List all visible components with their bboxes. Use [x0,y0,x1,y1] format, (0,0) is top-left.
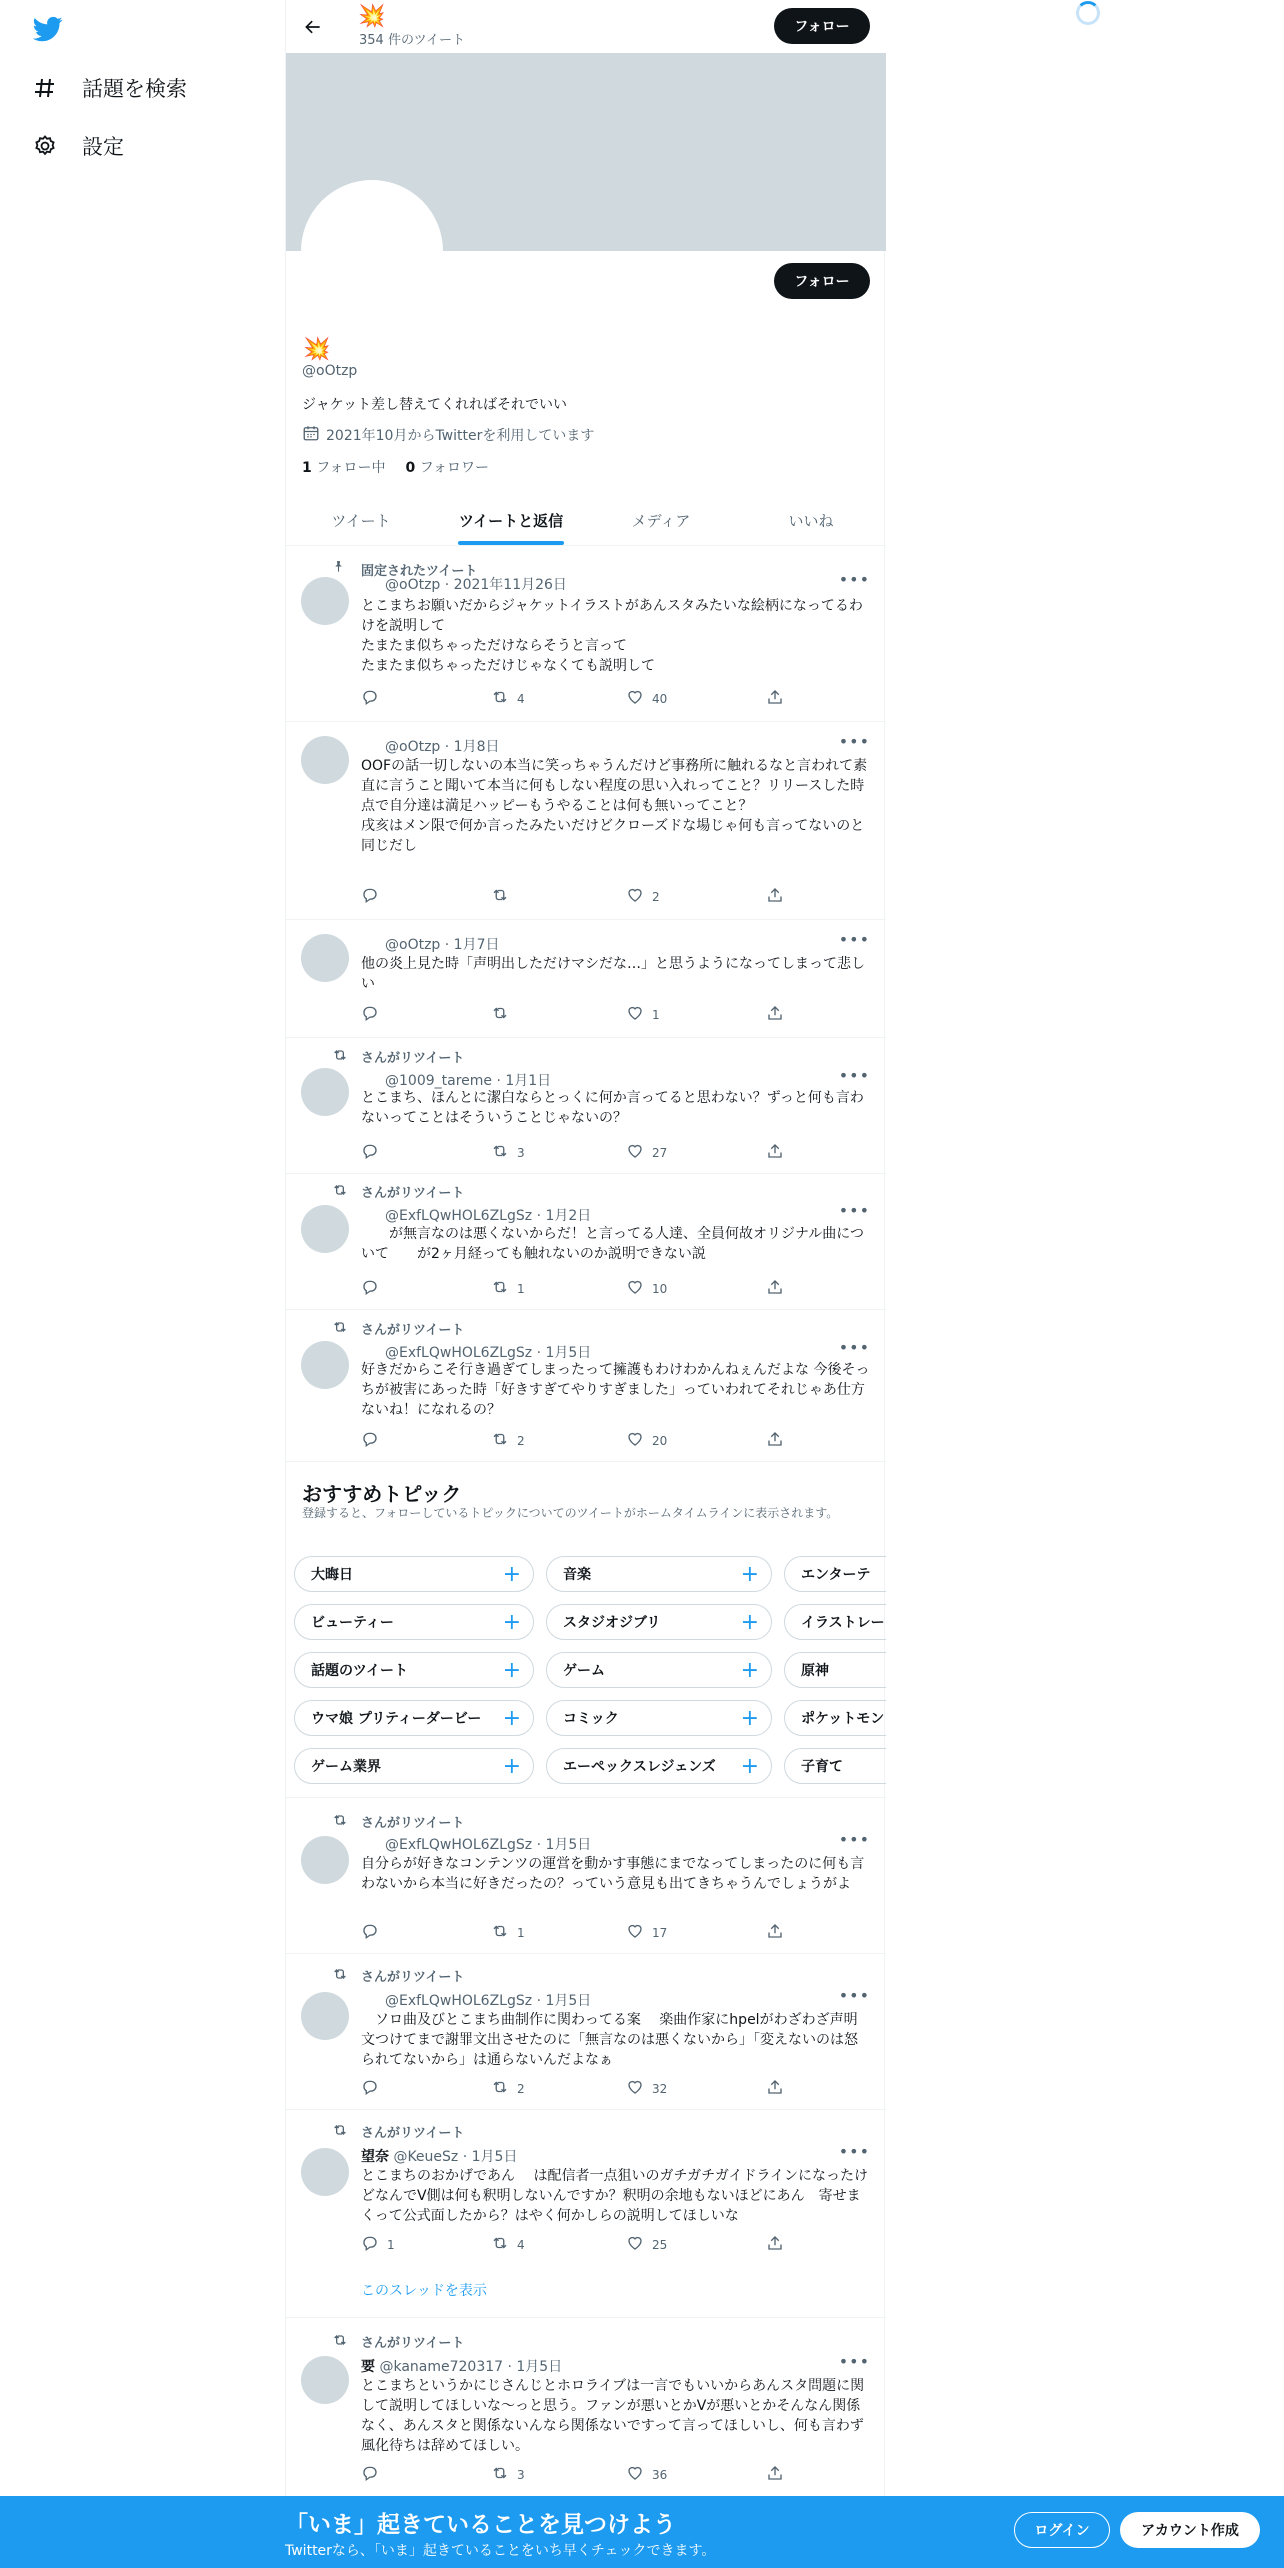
topics-title: おすすめトピック [302,1482,462,1506]
retweet-icon [332,1812,348,1832]
topic-label: 音楽 [563,1567,591,1583]
like-button[interactable]: 25 [626,2234,667,2255]
tab-likes[interactable]: いいね [788,512,834,530]
twitter-logo-icon[interactable] [32,14,64,44]
share-icon [766,2234,784,2255]
heart-icon [626,1922,644,1943]
heart-icon [626,1142,644,1163]
tab-tweets[interactable]: ツイート [331,512,391,530]
tweet-context: さんがリツイート [361,1816,465,1831]
avatar[interactable] [301,934,349,982]
topic-label: エーペックスレジェンズ [563,1759,716,1775]
share-icon [766,886,784,907]
plus-icon[interactable]: + [502,1609,521,1635]
topic-label: スタジオジブリ [563,1615,661,1631]
like-button[interactable]: 40 [626,688,667,709]
follow-stats [302,457,489,477]
tweet-date[interactable]: · 1月5日 [536,1345,592,1361]
topic-chip[interactable] [784,1652,886,1688]
profile-joined [302,424,594,446]
tweet-header [361,1070,551,1090]
tweet[interactable] [286,1954,886,2110]
retweet-button[interactable]: 1 [491,1922,525,1943]
more-icon[interactable]: ••• [838,1201,870,1220]
reply-button[interactable] [361,2464,387,2485]
author-handle[interactable]: @oOtzp [385,739,441,755]
share-button[interactable] [766,2464,784,2485]
share-button[interactable] [766,1922,784,1943]
topics-subtitle: 登録すると、フォローしているトピックについてのツイートがホームタイムラインに表示されます。 [302,1506,839,1520]
tweet-date[interactable]: · 1月5日 [507,2359,563,2375]
tweet-actions [361,2234,801,2254]
plus-icon[interactable]: + [502,1561,521,1587]
reply-icon [361,1922,379,1943]
retweet-icon [491,2464,509,2485]
retweet-button[interactable]: 4 [491,688,525,709]
heart-icon [626,2464,644,2485]
share-button[interactable] [766,1142,784,1163]
reply-button[interactable] [361,1142,387,1163]
tweet[interactable] [286,722,886,920]
tweet-header [361,1834,591,1854]
heart-icon [626,1430,644,1451]
more-icon[interactable]: ••• [838,2142,870,2161]
reply-icon [361,1004,379,1025]
followers-link[interactable]: 0 フォロワー [405,460,490,476]
topic-label: 原神 [801,1663,829,1679]
nav-settings-label: 設定 [82,135,124,159]
topic-chip[interactable] [784,1748,886,1784]
login-button[interactable]: ログイン [1014,2512,1110,2548]
retweet-icon [491,1278,509,1299]
tweet-header [361,574,567,594]
retweet-icon [332,2332,348,2352]
profile-bio: ジャケット差し替えてくれればそれでいい [302,397,568,413]
reply-button[interactable] [361,1278,387,1299]
topic-chip[interactable] [546,1748,772,1784]
retweet-icon [491,2234,509,2255]
recommended-topics [286,1462,886,1798]
topic-label: 子育て [801,1759,843,1775]
avatar[interactable] [301,1205,349,1253]
tweet-date[interactable]: · 2021年11月26日 [444,577,567,593]
topic-chip[interactable] [546,1604,772,1640]
tweet-context: さんがリツイート [361,1323,465,1338]
author-handle[interactable]: @KeueSz [393,2149,459,2165]
reply-button[interactable] [361,1922,387,1943]
tweet-actions [361,1004,801,1024]
tweet-context: さんがリツイート [361,2336,465,2351]
retweet-button[interactable]: 3 [491,1142,525,1163]
profile-avatar[interactable] [301,180,443,322]
heart-icon [626,1004,644,1025]
reply-icon [361,2078,379,2099]
author-handle[interactable]: @oOtzp [385,577,441,593]
hashtag-icon [32,75,58,101]
topic-chip[interactable] [294,1556,534,1592]
tweet-context: 固定されたツイート [361,564,478,579]
topic-label: ポケットモン [801,1711,885,1727]
tweet-text: 他の炎上見た時「声明出しただけマシだな…」と思うようになってしまって悲しい [361,956,865,992]
profile-tabs [286,496,886,546]
topic-chip[interactable] [294,1652,534,1688]
share-icon [766,1004,784,1025]
like-button[interactable]: 2 [626,886,660,907]
topic-chip[interactable] [546,1652,772,1688]
tweet-header [361,934,499,954]
banner-title: 「いま」起きていることを見つけよう [285,2512,676,2538]
retweet-icon [491,1004,509,1025]
profile-handle: @oOtzp [302,363,358,379]
like-button[interactable]: 1 [626,1004,660,1025]
tweet-date[interactable]: · 1月8日 [444,739,500,755]
profile-header-bar [286,0,886,53]
more-icon[interactable]: ••• [838,1338,870,1357]
plus-icon[interactable]: + [502,1705,521,1731]
retweet-icon [491,688,509,709]
avatar[interactable] [301,2148,349,2196]
topic-chip[interactable] [546,1700,772,1736]
topic-chip[interactable] [294,1604,534,1640]
tweet-date[interactable]: · 1月1日 [496,1073,552,1089]
tweet-text: 好きだからこそ行き過ぎてしまったって擁護もわけわかんねぇんだよな 今後そっちが被害にあった時「好きすぎてやりすぎました」っていわれてそれじゃあ仕方ないね！になれるの？ [361,1362,870,1418]
tweet-context: さんがリツイート [361,1051,465,1066]
topic-label: ビューティー [311,1615,394,1631]
plus-icon[interactable]: + [740,1705,759,1731]
reply-button[interactable] [361,688,387,709]
share-icon [766,2464,784,2485]
reply-icon [361,1142,379,1163]
plus-icon[interactable]: + [740,1753,759,1779]
tweet[interactable] [286,546,886,722]
more-icon[interactable]: ••• [838,930,870,949]
topic-label: コミック [563,1711,619,1727]
plus-icon[interactable]: + [740,1609,759,1635]
share-button[interactable] [766,1004,784,1025]
retweet-icon [491,2078,509,2099]
back-arrow-icon[interactable] [300,14,326,40]
tweet-context: さんがリツイート [361,1970,465,1985]
avatar[interactable] [301,1341,349,1389]
author-name[interactable]: 望奈 [361,2149,389,2165]
tweet-header [361,1990,591,2010]
tweet-date[interactable]: · 1月5日 [462,2149,518,2165]
share-icon [766,688,784,709]
like-button[interactable]: 17 [626,1922,667,1943]
signup-button[interactable]: アカウント作成 [1120,2512,1260,2548]
topic-label: ゲーム業界 [311,1759,381,1775]
header-follow-button[interactable]: フォロー [774,8,870,44]
tweet[interactable] [286,920,886,1038]
tweet-date[interactable]: · 1月5日 [536,1837,592,1853]
tweet-context: さんがリツイート [361,1186,465,1201]
retweet-button[interactable]: 4 [491,2234,525,2255]
more-icon[interactable]: ••• [838,1986,870,2005]
more-icon[interactable]: ••• [838,1830,870,1849]
tweet-text: 自分らが好きなコンテンツの運営を動かす事態にまでなってしまったのに何も言わないから本当に好きだったの？っていう意見も出てきちゃうんでしょうがよ [361,1856,865,1892]
tweet-actions [361,1430,801,1450]
reply-button[interactable] [361,2078,387,2099]
like-button[interactable]: 10 [626,1278,667,1299]
share-button[interactable] [766,886,784,907]
tweet-actions [361,1922,801,1942]
reply-button[interactable] [361,1430,387,1451]
more-icon[interactable]: ••• [838,732,870,751]
more-icon[interactable]: ••• [838,2352,870,2371]
reply-button[interactable] [361,1004,387,1025]
nav-explore-label: 話題を検索 [82,77,187,101]
topic-label: ウマ娘 プリティーダービー [311,1711,482,1727]
profile-column [285,0,885,2568]
retweet-button[interactable]: 2 [491,2078,525,2099]
tweet-date[interactable]: · 1月5日 [536,1993,592,2009]
share-icon [766,1922,784,1943]
reply-icon [361,1430,379,1451]
share-button[interactable] [766,1430,784,1451]
calendar-icon [302,424,320,446]
tweet-date[interactable]: · 1月2日 [536,1208,592,1224]
topic-label: ゲーム [563,1663,605,1679]
avatar[interactable] [301,577,349,625]
tab-media[interactable]: メディア [631,512,691,530]
tweet-actions [361,688,801,708]
tweet[interactable] [286,1038,886,1174]
topic-label: 話題のツイート [311,1663,409,1679]
tweet-actions [361,886,801,906]
share-button[interactable] [766,688,784,709]
share-icon [766,1142,784,1163]
tweet-count: 354 件のツイート [359,33,466,48]
following-link[interactable]: 1 フォロー中 [302,460,386,476]
avatar[interactable] [301,1068,349,1116]
tweet-date[interactable]: · 1月7日 [444,937,500,953]
topic-label: イラストレー [801,1615,885,1631]
avatar[interactable] [301,1992,349,2040]
tweet-actions [361,2464,801,2484]
tweet[interactable] [286,1798,886,1954]
tweet-text: とこまちというかにじさんじとホロライブは一言でもいいからあんスタ問題に関して説明してほしいな〜っと思う。ファンが悪いとかVが悪いとかそんなん関係なく、あんスタと関係ないんなら関係ないですって言ってほしいし、何も言わず風化待ちは辞めてほしい。 [361,2378,865,2454]
heart-icon [626,886,644,907]
retweet-button[interactable]: 2 [491,1430,525,1451]
nav-settings[interactable] [32,131,124,161]
like-button[interactable]: 36 [626,2464,667,2485]
joined-label: 2021年10月からTwitterを利用しています [326,428,595,444]
avatar[interactable] [301,736,349,784]
retweet-icon [491,1922,509,1943]
author-handle[interactable]: @kaname720317 [379,2359,504,2375]
heart-icon [626,1278,644,1299]
plus-icon[interactable]: + [740,1657,759,1683]
gear-icon [32,133,58,159]
tweet-actions [361,1142,801,1162]
reply-button[interactable] [361,886,387,907]
header-emoji: 💥 [358,4,386,29]
author-handle[interactable]: @ExfLQwHOL6ZLgSz [385,1993,533,2009]
retweet-icon [491,886,509,907]
retweet-button[interactable]: 3 [491,2464,525,2485]
profile-follow-button[interactable]: フォロー [774,263,870,299]
tweet-text: が無言なのは悪くないからだ！と言ってる人達、全員何故オリジナル曲について が2ヶ月経っても触れないのか説明できない説 [361,1226,865,1262]
tweet[interactable] [286,2110,886,2318]
retweet-icon [332,1182,348,1202]
tweet-text: ソロ曲及びとこまち曲制作に関わってる案 楽曲作家にhpelがわざわざ声明文つけてまで謝罪文出させたのに「無言なのは悪くないから」「変えないのは怒られてないから」は通らないんだよなぁ [361,2012,858,2068]
plus-icon[interactable]: + [502,1753,521,1779]
tweet[interactable] [286,1174,886,1310]
more-icon[interactable]: ••• [838,1066,870,1085]
tweet-actions [361,2078,801,2098]
reply-icon [361,1278,379,1299]
tweet-text: とこまちお願いだからジャケットイラストがあんスタみたいな絵柄になってるわけを説明して たまたま似ちゃっただけならそうと言って たまたま似ちゃっただけじゃなくても説明して [361,598,863,674]
tweet-header [361,2356,562,2376]
heart-icon [626,2234,644,2255]
tweet-header [361,736,499,756]
retweet-button[interactable] [491,886,517,907]
share-icon [766,1430,784,1451]
author-handle[interactable]: @ExfLQwHOL6ZLgSz [385,1208,533,1224]
retweet-icon [491,1430,509,1451]
retweet-icon [332,1966,348,1986]
show-thread-link[interactable]: このスレッドを表示 [361,2283,487,2299]
share-button[interactable] [766,2078,784,2099]
reply-icon [361,2464,379,2485]
reply-icon [361,886,379,907]
retweet-button[interactable] [491,1004,517,1025]
topic-chip[interactable] [784,1700,886,1736]
heart-icon [626,688,644,709]
topic-chip[interactable] [294,1748,534,1784]
tweet-context: さんがリツイート [361,2126,465,2141]
topic-chip[interactable] [294,1700,534,1736]
loading-spinner-icon [1076,1,1100,25]
topic-label: 大晦日 [311,1567,353,1583]
retweet-icon [332,1047,348,1067]
heart-icon [626,2078,644,2099]
tweet-header [361,1342,591,1362]
tweet-text: とこまち、ほんとに潔白ならとっくに何か言ってると思わない？ずっと何も言わないってことはそういうことじゃないの？ [361,1090,864,1126]
plus-icon[interactable]: + [740,1561,759,1587]
author-name[interactable]: 要 [361,2359,375,2375]
share-button[interactable] [766,1278,784,1299]
retweet-icon [332,1319,348,1339]
tweet-text: OOFの話一切しないの本当に笑っちゃうんだけど事務所に触れるなと言われて素直に言うこと聞いて本当に何もしない程度の思い入れってこと？リリースした時点で自分達は満足ハッピーもうやることは何も無いってこと？ 戌亥はメン限で何か言ったみたいだけどクローズドな場じゃ何も言ってないのと同じだし [361,758,868,854]
avatar[interactable] [301,2356,349,2404]
banner-subtitle: Twitterなら、「いま」起きていることをいち早くチェックできます。 [285,2543,716,2559]
like-button[interactable]: 32 [626,2078,667,2099]
signup-banner [0,2496,1284,2568]
pin-icon [332,560,345,577]
tweet-text: とこまちのおかげであん は配信者一点狙いのガチガチガイドラインになったけどなんでV側は何も釈明しないんですか？釈明の余地もないほどにあん 寄せまくって公式面したから？はやく何かしらの説明してほしいな [361,2168,869,2224]
retweet-icon [491,1142,509,1163]
plus-icon[interactable]: + [502,1657,521,1683]
tab-tweets-and-replies[interactable]: ツイートと返信 [436,496,586,545]
author-handle[interactable]: @oOtzp [385,937,441,953]
tweet-actions [361,1278,801,1298]
nav-explore[interactable] [32,73,187,103]
like-button[interactable]: 27 [626,1142,667,1163]
reply-button[interactable]: 1 [361,2234,395,2255]
tweet-header [361,2146,517,2166]
retweet-icon [332,2122,348,2142]
reply-icon [361,688,379,709]
reply-icon [361,2234,379,2255]
tweet[interactable] [286,1310,886,1462]
author-handle[interactable]: @1009_tareme [385,1073,493,1089]
share-icon [766,2078,784,2099]
author-handle[interactable]: @ExfLQwHOL6ZLgSz [385,1837,533,1853]
share-icon [766,1278,784,1299]
topic-chip[interactable] [784,1556,886,1592]
tweet-header [361,1205,591,1225]
like-button[interactable]: 20 [626,1430,667,1451]
profile-name-emoji: 💥 [303,337,331,362]
author-handle[interactable]: @ExfLQwHOL6ZLgSz [385,1345,533,1361]
topic-chip[interactable] [546,1556,772,1592]
topic-label: エンターテ [801,1567,871,1583]
share-button[interactable] [766,2234,784,2255]
avatar[interactable] [301,1836,349,1884]
more-icon[interactable]: ••• [838,570,870,589]
topic-chip[interactable] [784,1604,886,1640]
retweet-button[interactable]: 1 [491,1278,525,1299]
